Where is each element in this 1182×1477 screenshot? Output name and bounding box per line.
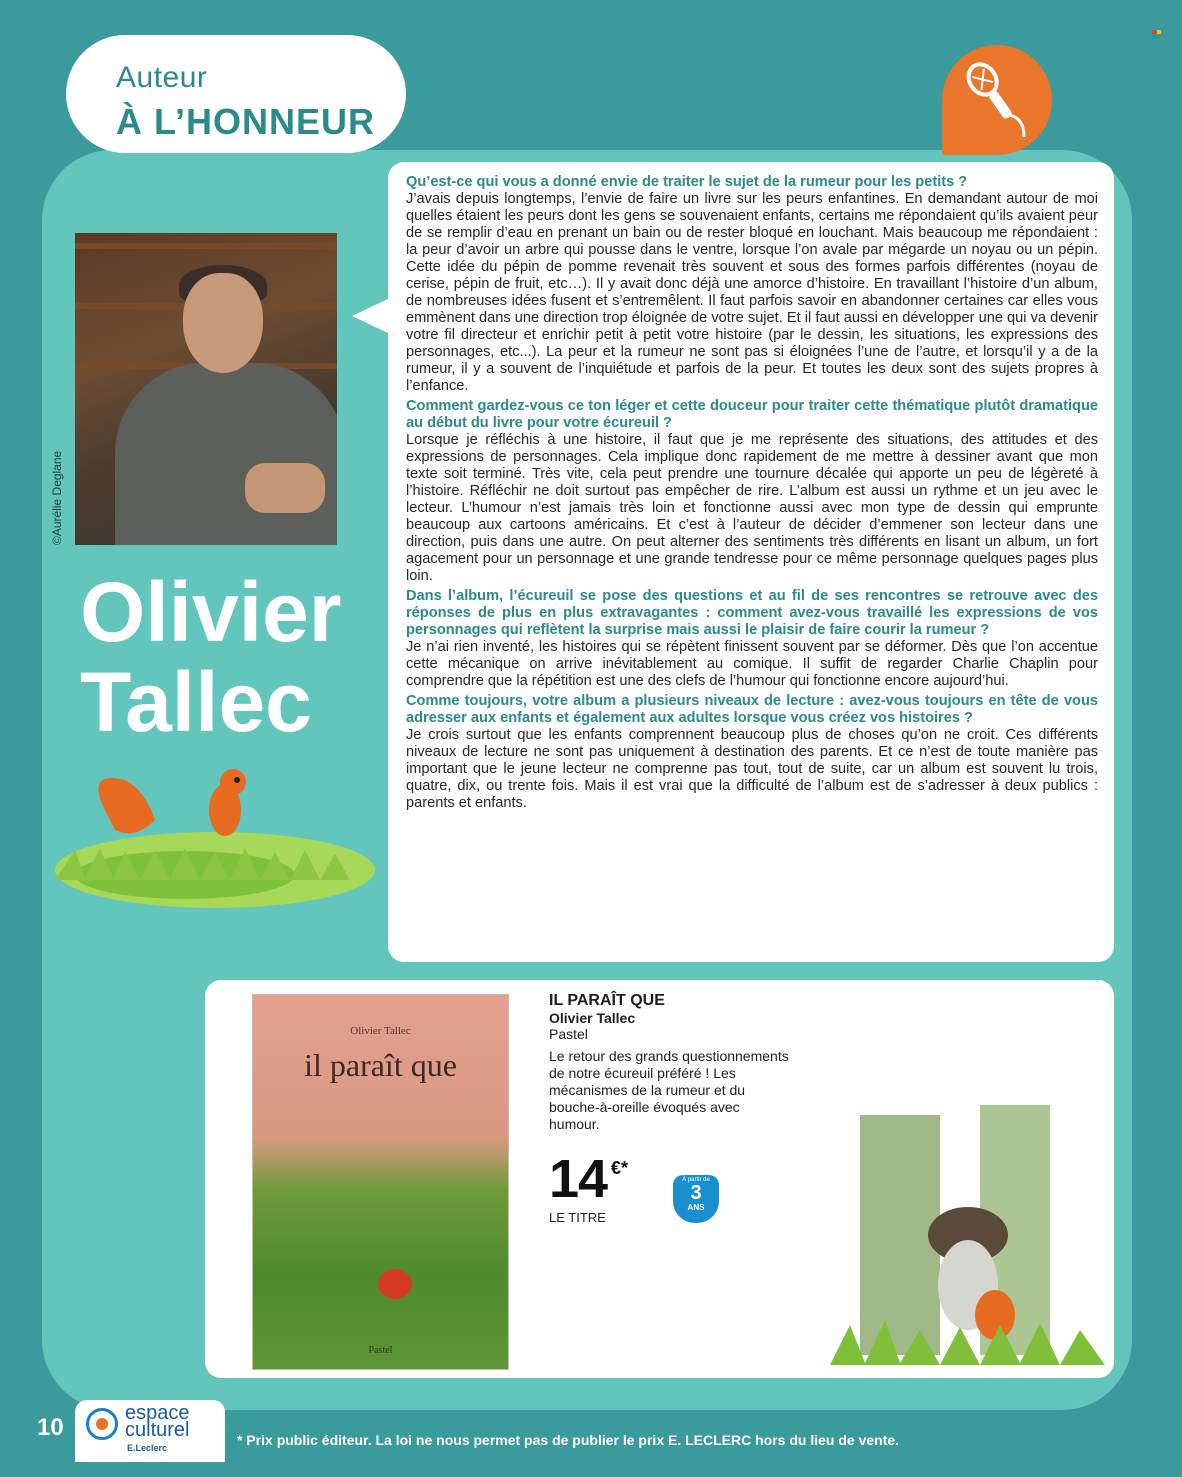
color-dots-icon <box>1152 30 1162 40</box>
interview-answer-4: Je crois surtout que les enfants comprennent beaucoup plus de choses qu’on ne croit. Ces différents niveaux de lecture ne sont pas uniquement à destination des parents. Et ce n’est de toute manière pas important que le jeune lecteur ne comprenne pas tout, tout de suite, car un album est souvent lu trois, quatre, dix, ou trente fois. Mais il est vrai que la difficulté de l’album est de s’adresser à deux publics : parents et enfants. <box>406 727 1098 811</box>
apple-illustration <box>378 1269 412 1299</box>
book-cover <box>252 994 509 1370</box>
age-badge <box>673 1175 719 1223</box>
page-number: 10 <box>37 1414 64 1441</box>
book-title: IL PARAÎT QUE <box>549 992 665 1009</box>
section-title: À L’HONNEUR <box>116 101 376 142</box>
squirrel-in-grass-illustration <box>45 750 385 910</box>
interview-card <box>388 162 1114 962</box>
section-label: Auteur <box>116 61 208 94</box>
logo-mark-icon <box>86 1408 118 1440</box>
book-price: 14 <box>549 1149 608 1209</box>
book-publisher: Pastel <box>549 1026 588 1042</box>
author-name <box>80 567 341 747</box>
book-description: Le retour des grands questionnements de notre écureuil préféré ! Les mécanismes de la rumeur et du bouche-à-oreille évoqués avec humour. <box>549 1048 789 1132</box>
age-unit: ANS <box>687 1203 705 1212</box>
speech-bubble-tail <box>352 298 390 334</box>
logo-text-line2: culturel <box>125 1419 190 1441</box>
author-last-name: Tallec <box>80 655 312 749</box>
author-photo <box>75 233 337 545</box>
interview-text <box>406 174 1098 815</box>
book-info <box>549 992 809 1133</box>
interview-answer-3: Je n’ai rien inventé, les histoires qui se répètent finissent souvent par se déformer. Dès que l’on accentue cette mécanique on arrive inévitablement au comique. Il suffit de regarder Charlie Chaplin pour comprendre que la répétition est une des clefs de l’humour qui fonctionne encore aujourd’hui. <box>406 639 1098 689</box>
cover-author: Olivier Tallec <box>350 1025 411 1037</box>
book-author: Olivier Tallec <box>549 1010 636 1026</box>
book-card <box>205 980 1114 1378</box>
cover-title: il paraît que <box>304 1047 457 1083</box>
microphone-icon <box>942 45 1052 155</box>
microphone-badge <box>942 45 1052 155</box>
age-number: 3 <box>690 1182 702 1204</box>
section-header <box>66 35 406 153</box>
forest-squirrel-illustration <box>830 1095 1105 1370</box>
logo-text-line3: E.Leclerc <box>127 1443 168 1453</box>
logo-text-line1: espace <box>125 1402 190 1424</box>
footer-note: * Prix public éditeur. La loi ne nous permet pas de publier le prix E. LECLERC hors du lieu de vente. <box>237 1432 900 1448</box>
interview-question-4: Comme toujours, votre album a plusieurs niveaux de lecture : avez-vous toujours en tête de vous adresser aux enfants et également aux adultes lorsque vous créez vos histoires ? <box>406 693 1098 726</box>
interview-question-1: Qu’est-ce qui vous a donné envie de traiter le sujet de la rumeur pour les petits ? <box>406 174 968 190</box>
photo-credit: ©Aurélie Deglane <box>50 450 64 545</box>
price-currency: €* <box>611 1158 629 1178</box>
author-first-name: Olivier <box>80 565 342 659</box>
cover-publisher: Pastel <box>368 1345 393 1356</box>
interview-answer-1: J’avais depuis longtemps, l’envie de faire un livre sur les peurs enfantines. En demandant autour de moi quelles étaient les peurs dont les gens se souvenaient enfants, certains me répondaient qu’ils avaient peur de se remplir d’eau en prenant un bain ou de rester bloqué en louchant. Mais beaucoup me répondaient : la peur d’avoir un arbre qui pousse dans le ventre, lorsque l’on avale par mégarde un noyau ou un pépin. Cette idée du pépin de pomme revenait très souvent et sous des formes parfois différentes (noyau de cerise, pépin de fruit, etc…). Il y avait donc déjà une amorce d’histoire. En travaillant l’histoire d’un album, de nombreuses idées fusent et s’entremêlent. Il faut parfois savoir en abandonner certaines car elles vous emmènent dans une direction trop éloignée de votre sujet. Et il faut aussi en développer une qui va devenir votre fil directeur et enrichir petit à petit votre histoire (par le dessin, les situations, les expressions des personnages, etc...). La peur et la rumeur ne sont pas si éloignées l’une de l’autre, et lorsqu’il y a de la rumeur, il y a souvent de l’inquiétude et parfois de la peur. Et toutes les deux sont des sujets propres à l’enfance. <box>406 191 1098 394</box>
espace-culturel-logo <box>75 1400 225 1462</box>
price-unit: LE TITRE <box>549 1210 606 1225</box>
age-prefix: À partir de <box>682 1177 710 1183</box>
interview-question-2: Comment gardez-vous ce ton léger et cette douceur pour traiter cette thématique plutôt dramatique au début du livre pour votre écureuil ? <box>406 398 1098 431</box>
interview-answer-2: Lorsque je réfléchis à une histoire, il faut que je me représente des situations, des attitudes et des expressions de personnages. Cela implique donc rapidement de me mettre à dessiner avant que mon texte soit terminé. Très vite, cela peut prendre une tournure décalée qui apporte un peu de légèreté à l’histoire. Réfléchir ne doit surtout pas empêcher de rire. L’album est aussi un rythme et un jeu avec le lecteur. L’humour n’est jamais très loin et fonctionne aussi avec mon type de dessin qui emprunte beaucoup aux cartoons américains. Et c’est à l’auteur de décider d’emmener son lecteur dans une direction, puis dans une autre. On peut alterner des sentiments très différents en lisant un album, un fort agacement pour un personnage et une grande tendresse pour ce même personnage quelques pages plus loin. <box>406 432 1098 584</box>
interview-question-3: Dans l’album, l’écureuil se pose des questions et au fil de ses rencontres se retrouve avec des réponses de plus en plus extravagantes : comment avez-vous travaillé les expressions de vos personnages qui reflètent la surprise mais aussi le plaisir de faire courir la rumeur ? <box>406 588 1098 638</box>
